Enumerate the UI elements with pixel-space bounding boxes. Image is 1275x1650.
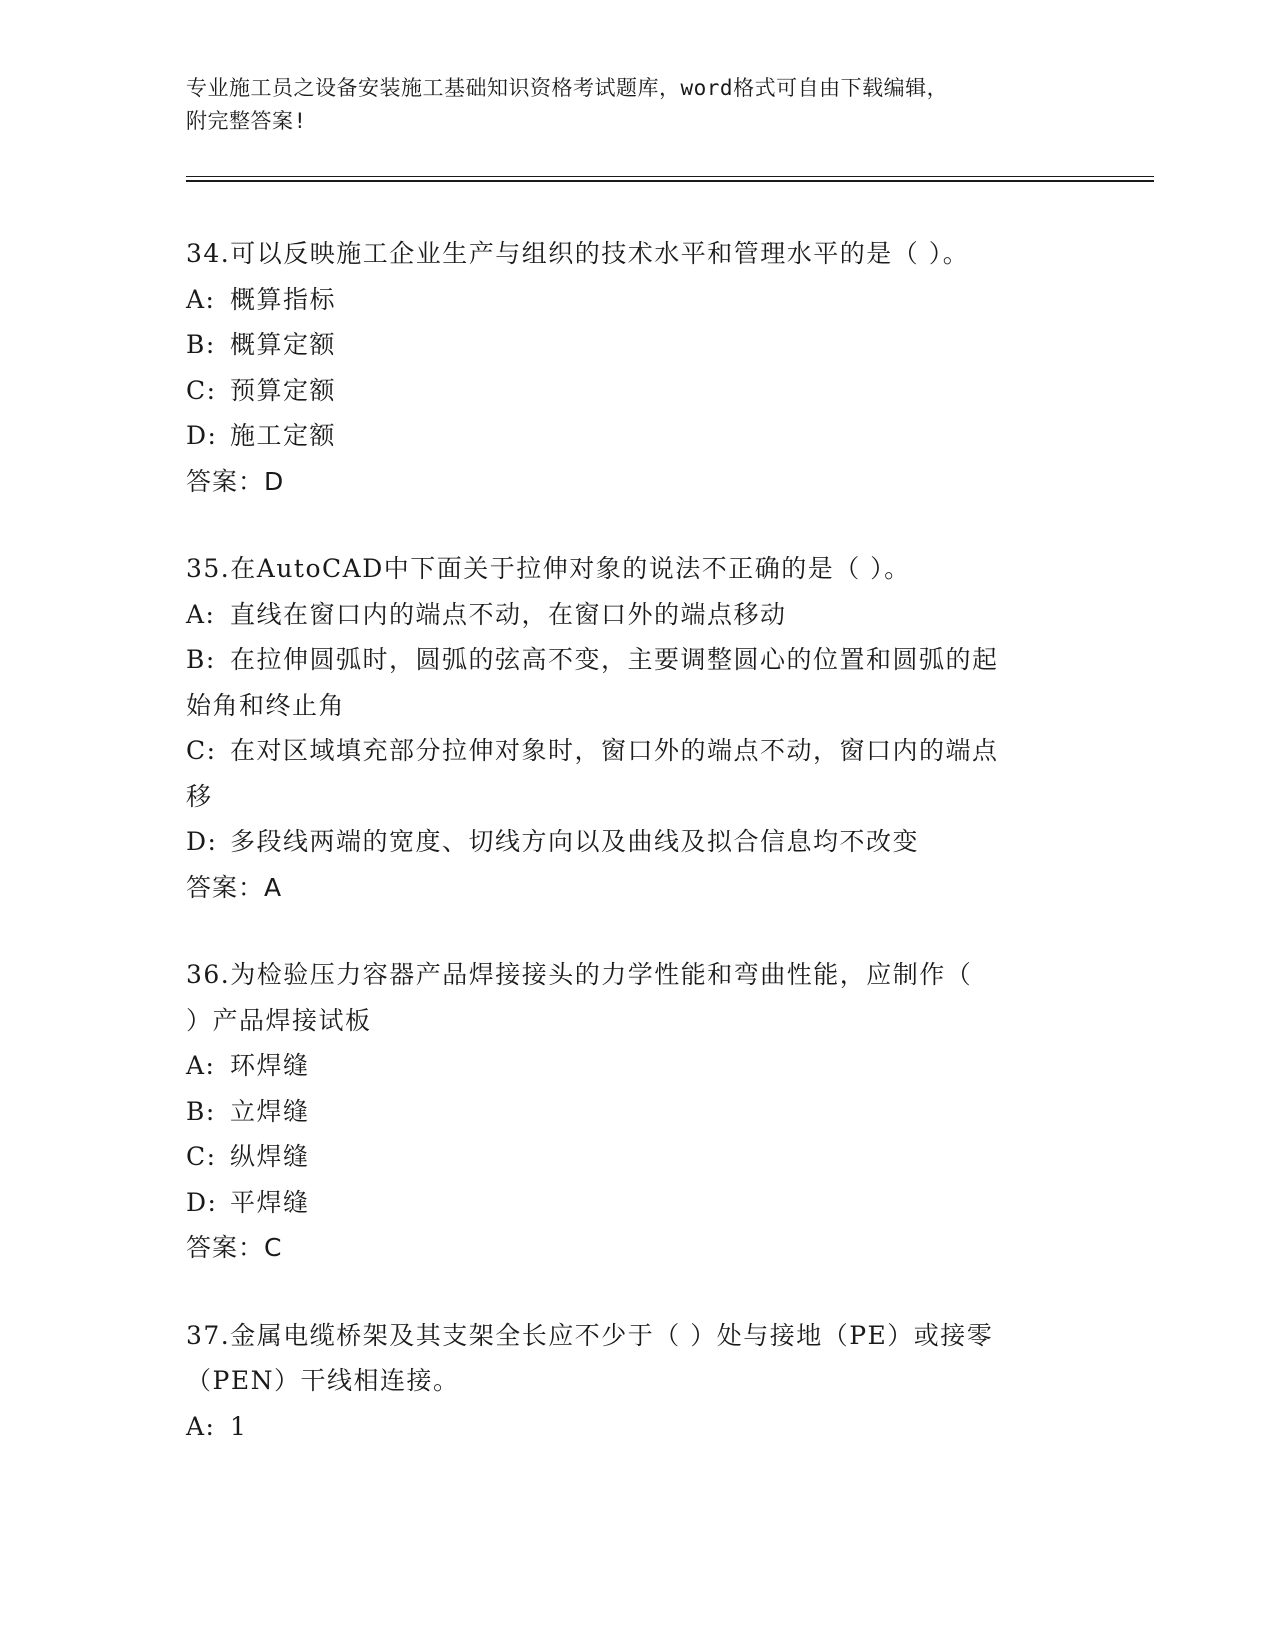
option-letter: D: xyxy=(186,827,218,856)
option-text: 在对区域填充部分拉伸对象时，窗口外的端点不动，窗口内的端点 xyxy=(230,736,999,765)
option-line xyxy=(186,637,1086,683)
option-letter: C: xyxy=(186,1142,217,1171)
option-text: 多段线两端的宽度、切线方向以及曲线及拟合信息均不改变 xyxy=(230,827,920,856)
option-text: 施工定额 xyxy=(230,421,337,450)
option-line xyxy=(186,413,1086,459)
option-letter: A: xyxy=(186,599,216,629)
question-block xyxy=(186,1313,1086,1450)
option-letter: C: xyxy=(186,375,217,405)
option-line xyxy=(186,368,1086,414)
option-text: 环焊缝 xyxy=(230,1051,310,1080)
question-stem: 35.在AutoCAD中下面关于拉伸对象的说法不正确的是（ ）。 xyxy=(186,554,911,583)
option-text: 平焊缝 xyxy=(230,1187,310,1217)
option-text: 立焊缝 xyxy=(230,1096,310,1126)
document-header xyxy=(186,72,1086,138)
option-letter: D: xyxy=(186,421,218,450)
option-letter: B: xyxy=(186,330,216,359)
option-line xyxy=(186,728,1086,774)
question-stem: （PEN）干线相连接。 xyxy=(186,1366,460,1395)
option-letter: A: xyxy=(186,284,216,314)
header-line-1: 专业施工员之设备安装施工基础知识资格考试题库，word格式可自由下载编辑， xyxy=(186,76,949,100)
question-stem: ）产品焊接试板 xyxy=(186,1005,372,1035)
option-line xyxy=(186,277,1086,323)
option-line xyxy=(186,1134,1086,1180)
option-line xyxy=(186,592,1086,638)
option-line xyxy=(186,1043,1086,1089)
question-list xyxy=(186,231,1086,1491)
option-text: 概算指标 xyxy=(230,284,337,314)
option-line xyxy=(186,1089,1086,1135)
question-stem: 37.金属电缆桥架及其支架全长应不少于（ ）处与接地（PE）或接零 xyxy=(186,1320,994,1350)
option-line xyxy=(186,322,1086,368)
option-text: 纵焊缝 xyxy=(230,1142,310,1171)
header-divider-thin xyxy=(186,176,1154,177)
option-text: 直线在窗口内的端点不动，在窗口外的端点移动 xyxy=(230,599,787,629)
option-text: 预算定额 xyxy=(230,375,337,405)
question-block xyxy=(186,952,1086,1271)
option-line xyxy=(186,1404,1086,1450)
question-stem: 34.可以反映施工企业生产与组织的技术水平和管理水平的是（ ）。 xyxy=(186,239,970,268)
answer-line: 答案：D xyxy=(186,466,285,496)
option-letter: A: xyxy=(186,1051,216,1080)
option-line xyxy=(186,819,1086,865)
option-letter: D: xyxy=(186,1187,218,1217)
option-text: 1 xyxy=(230,1411,248,1441)
option-letter: A: xyxy=(186,1411,216,1441)
header-line-2: 附完整答案! xyxy=(186,109,307,133)
header-divider-thick xyxy=(186,180,1154,182)
option-letter: C: xyxy=(186,736,217,765)
question-block xyxy=(186,231,1086,504)
option-letter: B: xyxy=(186,1096,216,1126)
option-text: 在拉伸圆弧时，圆弧的弦高不变，主要调整圆心的位置和圆弧的起 xyxy=(230,645,999,674)
answer-line: 答案：A xyxy=(186,872,283,902)
option-letter: B: xyxy=(186,645,216,674)
option-text: 概算定额 xyxy=(230,330,337,359)
option-line: 始角和终止角 xyxy=(186,690,346,720)
option-line xyxy=(186,1180,1086,1226)
answer-line: 答案：C xyxy=(186,1233,283,1262)
option-line: 移 xyxy=(186,781,213,811)
question-stem: 36.为检验压力容器产品焊接接头的力学性能和弯曲性能，应制作（ xyxy=(186,960,973,989)
question-block xyxy=(186,546,1086,910)
